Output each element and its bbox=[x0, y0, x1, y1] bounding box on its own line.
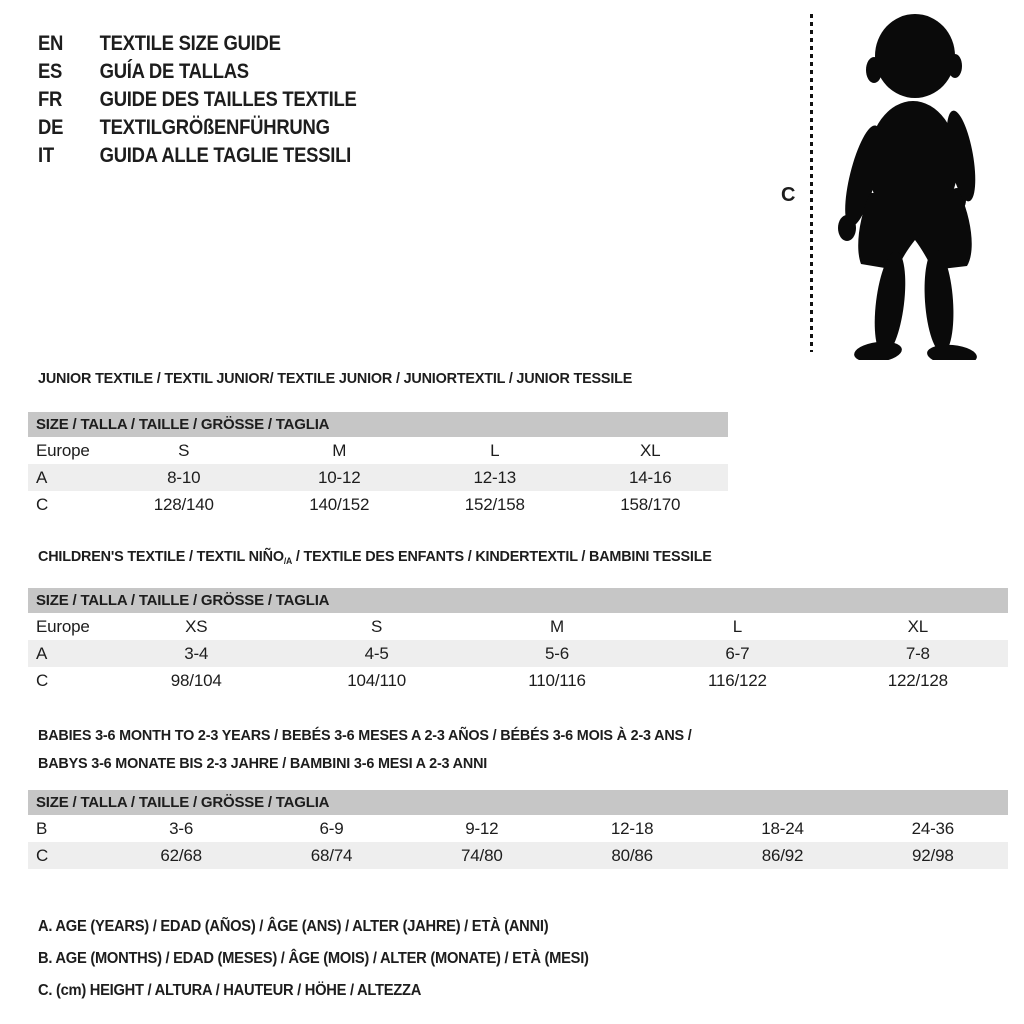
table-cell: 92/98 bbox=[912, 846, 954, 865]
table-cell: 3-4 bbox=[184, 644, 209, 663]
table-cell: 86/92 bbox=[761, 846, 804, 865]
row-label: A bbox=[36, 644, 48, 663]
height-cm-row bbox=[28, 842, 1008, 869]
row-label: C bbox=[36, 846, 49, 865]
table-cell: 6-7 bbox=[725, 644, 750, 663]
language-code: IT bbox=[38, 144, 54, 167]
row-label: C bbox=[36, 671, 49, 690]
size-column: S bbox=[371, 617, 383, 636]
row-label: B bbox=[36, 819, 48, 838]
table-cell: 14-16 bbox=[629, 468, 672, 487]
baby-silhouette-image bbox=[815, 8, 995, 360]
language-code: EN bbox=[38, 32, 64, 55]
size-column: M bbox=[550, 617, 564, 636]
size-column: M bbox=[332, 441, 347, 460]
table-cell: 104/110 bbox=[347, 671, 406, 690]
size-column: S bbox=[178, 441, 190, 460]
table-cell: 122/128 bbox=[887, 671, 948, 690]
height-figure bbox=[775, 0, 1015, 370]
table-cell: 68/74 bbox=[310, 846, 353, 865]
table-cell: 10-12 bbox=[318, 468, 361, 487]
language-code: ES bbox=[38, 60, 63, 83]
table-cell: 9-12 bbox=[465, 819, 499, 838]
size-column: L bbox=[732, 617, 743, 636]
babies-section-title-line2: BABYS 3-6 MONATE BIS 2-3 JAHRE / BAMBINI 3-6 MESI A 2-3 ANNI bbox=[38, 755, 488, 772]
table-cell: 12-18 bbox=[610, 819, 654, 838]
children-title-rest: / TEXTILE DES ENFANTS / KINDERTEXTIL / BAMBINI TESSILE bbox=[292, 548, 712, 565]
language-row bbox=[38, 142, 357, 170]
size-columns-row bbox=[28, 437, 728, 464]
size-column: XS bbox=[185, 617, 208, 636]
language-code: DE bbox=[38, 116, 64, 139]
footnotes-block bbox=[38, 911, 589, 1007]
table-cell: 110/116 bbox=[528, 671, 586, 690]
height-cm-row bbox=[28, 667, 1008, 694]
table-cell: 140/152 bbox=[309, 495, 370, 514]
table-cell: 128/140 bbox=[153, 495, 214, 514]
language-title: TEXTILE SIZE GUIDE bbox=[99, 32, 281, 55]
footnote-age-months: B. AGE (MONTHS) / EDAD (MESES) / ÂGE (MOIS) / ALTER (MONATE) / ETÀ (MESI) bbox=[38, 950, 589, 967]
table-cell: 6-9 bbox=[319, 819, 344, 838]
size-header-bar: SIZE / TALLA / TAILLE / GRÖSSE / TAGLIA bbox=[28, 790, 1008, 815]
table-cell: 98/104 bbox=[170, 671, 222, 690]
table-cell: 152/158 bbox=[464, 495, 525, 514]
size-column: XL bbox=[907, 617, 929, 636]
size-column: L bbox=[490, 441, 500, 460]
table-cell: 12-13 bbox=[473, 468, 516, 487]
language-title: GUIDA ALLE TAGLIE TESSILI bbox=[99, 144, 352, 167]
language-row bbox=[38, 58, 357, 86]
table-cell: 4-5 bbox=[364, 644, 389, 663]
size-header-bar: SIZE / TALLA / TAILLE / GRÖSSE / TAGLIA bbox=[28, 412, 728, 437]
babies-section-title-line1: BABIES 3-6 MONTH TO 2-3 YEARS / BEBÉS 3-6 MESES A 2-3 AÑOS / BÉBÉS 3-6 MOIS À 2-3 ANS / bbox=[38, 727, 692, 744]
height-cm-row bbox=[28, 491, 728, 518]
height-dotted-line bbox=[810, 14, 813, 352]
row-label: C bbox=[36, 495, 49, 514]
language-row bbox=[38, 86, 357, 114]
region-label: Europe bbox=[36, 617, 90, 636]
height-measure-label: C bbox=[781, 184, 796, 206]
language-title-block bbox=[38, 30, 357, 170]
language-title: GUIDE DES TAILLES TEXTILE bbox=[99, 88, 357, 111]
language-title: GUÍA DE TALLAS bbox=[99, 60, 249, 83]
table-cell: 116/122 bbox=[708, 671, 767, 690]
table-cell: 18-24 bbox=[761, 819, 804, 838]
table-cell: 80/86 bbox=[611, 846, 653, 865]
children-title-main: CHILDREN'S TEXTILE / TEXTIL NIÑO bbox=[38, 548, 284, 565]
children-title-subscript: /A bbox=[283, 556, 293, 566]
size-column: XL bbox=[640, 441, 661, 460]
language-row bbox=[38, 114, 357, 142]
language-code: FR bbox=[38, 88, 63, 111]
row-label: A bbox=[36, 468, 48, 487]
table-cell: 8-10 bbox=[167, 468, 201, 487]
table-cell: 24-36 bbox=[911, 819, 955, 838]
table-cell: 62/68 bbox=[160, 846, 202, 865]
language-row bbox=[38, 30, 357, 58]
table-cell: 3-6 bbox=[169, 819, 194, 838]
junior-section-title: JUNIOR TEXTILE / TEXTIL JUNIOR/ TEXTILE JUNIOR / JUNIORTEXTIL / JUNIOR TESSILE bbox=[38, 370, 633, 387]
table-cell: 5-6 bbox=[545, 644, 569, 663]
region-label: Europe bbox=[36, 441, 90, 460]
junior-size-table bbox=[28, 412, 728, 518]
age-years-row bbox=[28, 464, 728, 491]
age-years-row bbox=[28, 640, 1008, 667]
language-title: TEXTILGRÖßENFÜHRUNG bbox=[99, 116, 330, 139]
table-cell: 74/80 bbox=[461, 846, 503, 865]
children-section-title bbox=[38, 548, 712, 566]
size-header-bar: SIZE / TALLA / TAILLE / GRÖSSE / TAGLIA bbox=[28, 588, 1008, 613]
size-columns-row bbox=[28, 613, 1008, 640]
age-months-row bbox=[28, 815, 1008, 842]
table-cell: 158/170 bbox=[620, 495, 681, 514]
footnote-age-years: A. AGE (YEARS) / EDAD (AÑOS) / ÂGE (ANS) / ALTER (JAHRE) / ETÀ (ANNI) bbox=[38, 918, 549, 935]
footnote-height-cm: C. (cm) HEIGHT / ALTURA / HAUTEUR / HÖHE / ALTEZZA bbox=[38, 982, 422, 999]
babies-size-table bbox=[28, 790, 1008, 869]
children-size-table bbox=[28, 588, 1008, 694]
table-cell: 7-8 bbox=[905, 644, 930, 663]
